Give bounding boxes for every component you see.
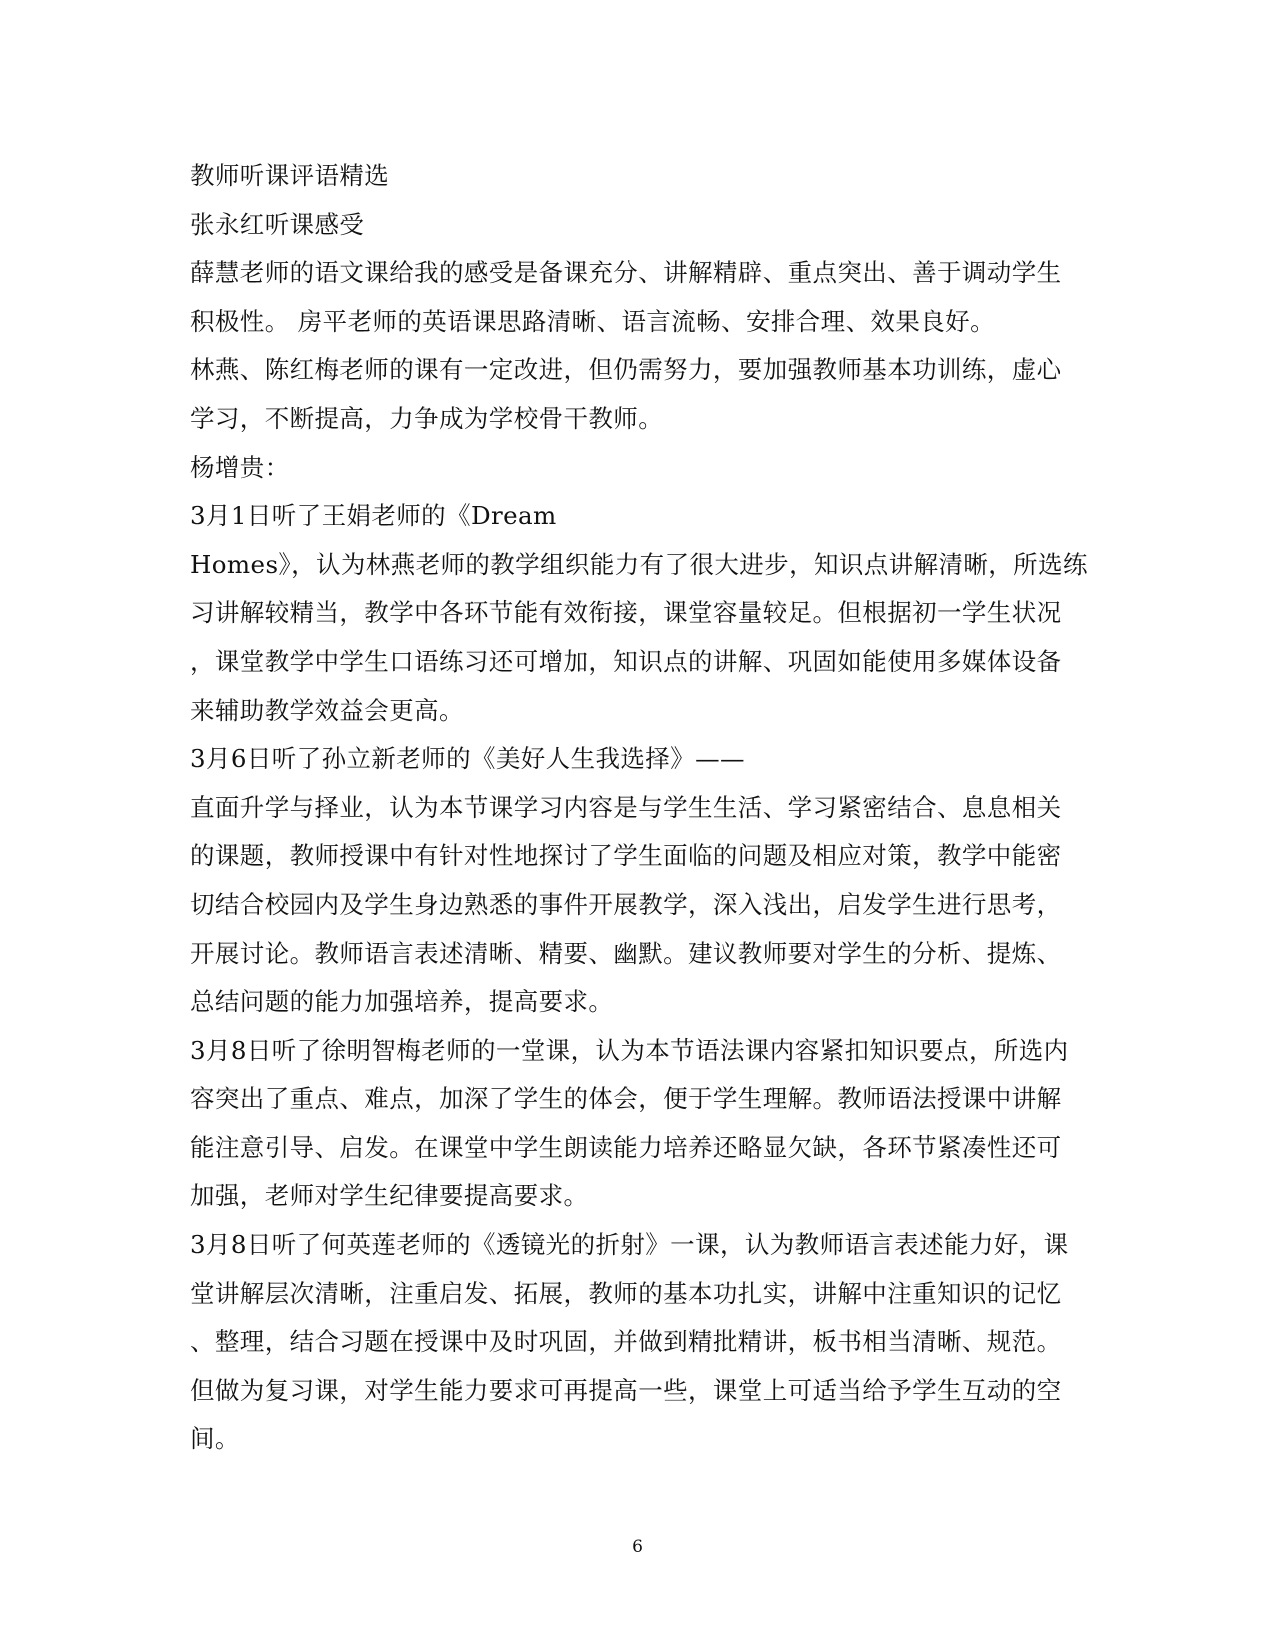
text-line: 3月1日听了王娟老师的《Dream [190, 501, 557, 531]
text-line: 、整理，结合习题在授课中及时巩固，并做到精批精讲，板书相当清晰、规范。 [190, 1327, 1062, 1357]
text-line: 开展讨论。教师语言表述清晰、精要、幽默。建议教师要对学生的分析、提炼、 [190, 938, 1062, 968]
text-line: 习讲解较精当，教学中各环节能有效衔接，课堂容量较足。但根据初一学生状况 [190, 598, 1062, 628]
text-line: 总结问题的能力加强培养，提高要求。 [190, 987, 614, 1017]
text-line: 直面升学与择业，认为本节课学习内容是与学生生活、学习紧密结合、息息相关 [190, 792, 1062, 822]
section-heading: 杨增贵： [190, 452, 290, 482]
document-title: 教师听课评语精选 [190, 161, 390, 190]
text-line: 薛慧老师的语文课给我的感受是备课充分、讲解精辟、重点突出、善于调动学生 [190, 258, 1062, 288]
text-line: 3月6日听了孙立新老师的《美好人生我选择》—— [190, 744, 745, 774]
text-line: 容突出了重点、难点，加深了学生的体会，便于学生理解。教师语法授课中讲解 [190, 1084, 1062, 1114]
text-line: 3月8日听了徐明智梅老师的一堂课，认为本节语法课内容紧扣知识要点，所选内 [190, 1035, 1069, 1065]
text-line: 但做为复习课，对学生能力要求可再提高一些，课堂上可适当给予学生互动的空 [190, 1375, 1062, 1405]
text-line: 间。 [190, 1424, 240, 1454]
text-line: 的课题，教师授课中有针对性地探讨了学生面临的问题及相应对策，教学中能密 [190, 841, 1062, 871]
text-line: 来辅助教学效益会更高。 [190, 695, 464, 725]
text-line: 学习，不断提高，力争成为学校骨干教师。 [190, 403, 664, 433]
text-line: 3月8日听了何英莲老师的《透镜光的折射》一课，认为教师语言表述能力好，课 [190, 1230, 1069, 1260]
page-number: 6 [632, 1537, 643, 1557]
text-line: 能注意引导、启发。在课堂中学生朗读能力培养还略显欠缺，各环节紧凑性还可 [190, 1132, 1062, 1162]
text-line: 堂讲解层次清晰，注重启发、拓展，教师的基本功扎实，讲解中注重知识的记忆 [190, 1278, 1062, 1308]
text-line: ，课堂教学中学生口语练习还可增加，知识点的讲解、巩固如能使用多媒体设备 [190, 646, 1062, 676]
text-line: 加强，老师对学生纪律要提高要求。 [190, 1181, 589, 1211]
text-line: 积极性。 房平老师的英语课思路清晰、语言流畅、安排合理、效果良好。 [190, 306, 995, 336]
text-line: 林燕、陈红梅老师的课有一定改进，但仍需努力，要加强教师基本功训练，虚心 [190, 355, 1062, 385]
text-line: 切结合校园内及学生身边熟悉的事件开展教学，深入浅出，启发学生进行思考， [190, 889, 1062, 919]
text-line: Homes》，认为林燕老师的教学组织能力有了很大进步，知识点讲解清晰，所选练 [190, 549, 1088, 579]
section-heading: 张永红听课感受 [190, 209, 365, 239]
document-body [190, 152, 1095, 1464]
